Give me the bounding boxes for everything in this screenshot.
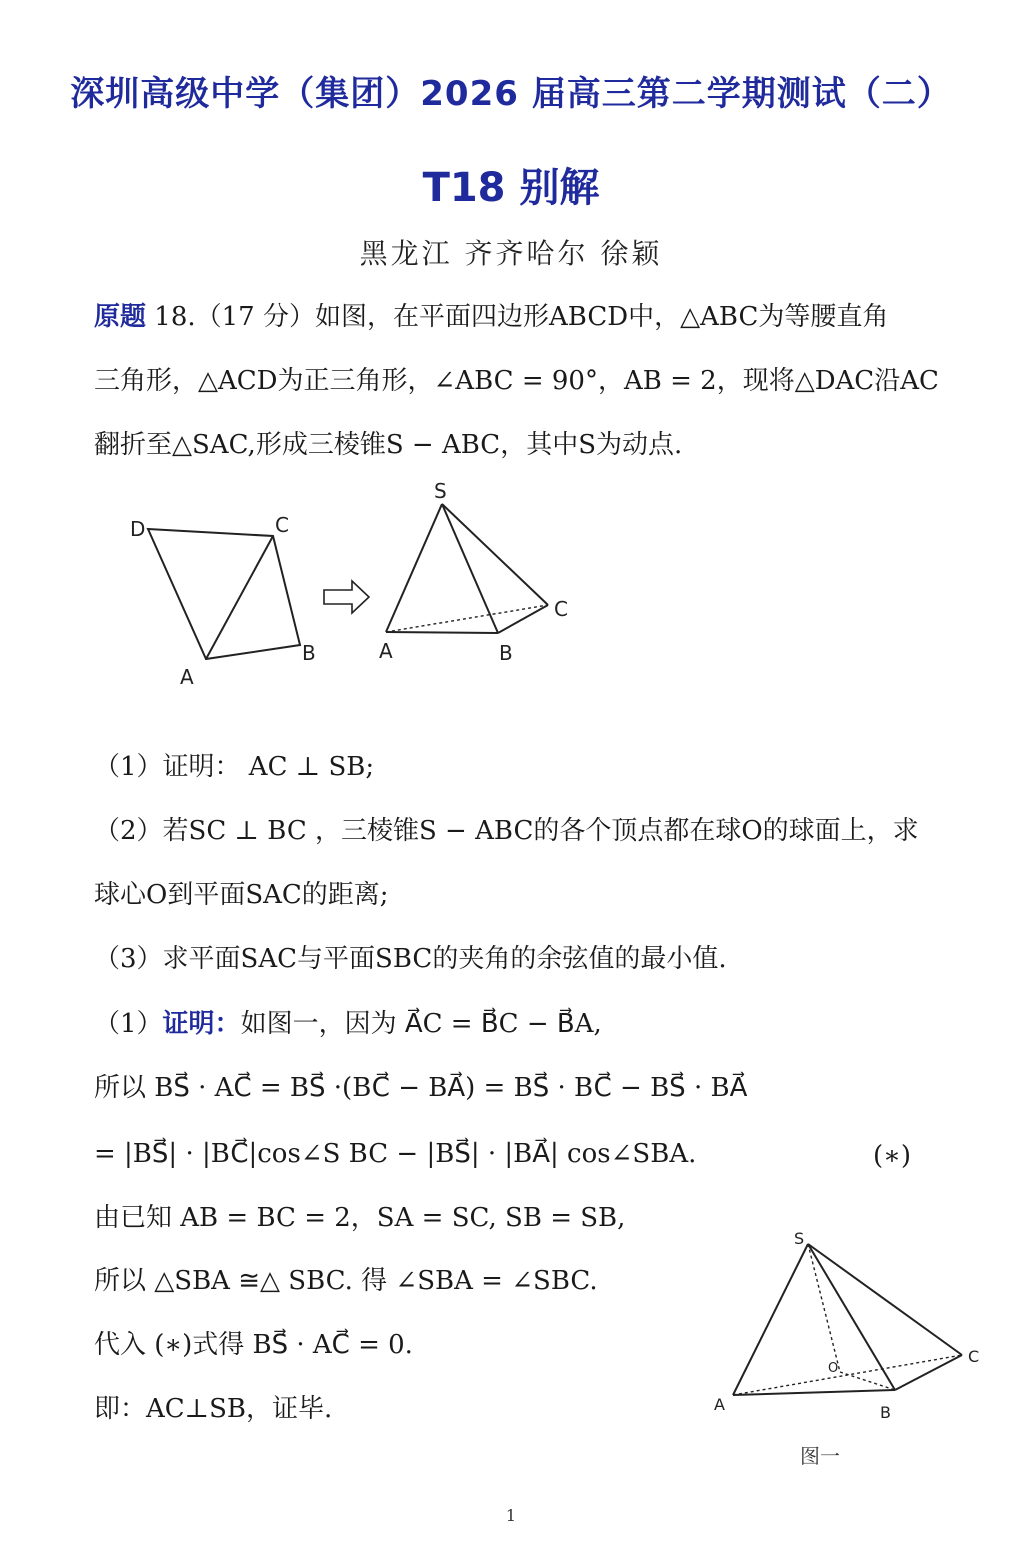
question-3: （3）求平面SAC与平面SBC的夹角的余弦值的最小值. — [94, 944, 727, 974]
label-a: A — [180, 665, 194, 689]
solution-line-4: 由已知 AB = BC = 2，SA = SC, SB = SB, — [94, 1203, 626, 1233]
solution-line-5: 所以 △SBA ≅△ SBC. 得 ∠SBA = ∠SBC. — [94, 1266, 598, 1296]
edge-ab — [386, 632, 498, 633]
figure-caption: 图一 — [800, 1444, 840, 1468]
question-1: （1）证明： AC ⊥ SB; — [94, 752, 375, 782]
pyr-label-s: S — [434, 479, 447, 503]
document-subtitle: T18 别解 — [422, 165, 600, 211]
f2-edge-sa — [733, 1244, 808, 1395]
f2-label-c: C — [968, 1347, 980, 1366]
problem-line-3: 翻折至△SAC,形成三棱锥S − ABC，其中S为动点. — [94, 430, 683, 460]
solution-tag: 证明： — [162, 1009, 241, 1039]
pyr-label-c: C — [554, 597, 568, 621]
figure-pyramid-one — [700, 1220, 1000, 1430]
label-c: C — [275, 513, 289, 537]
problem-text-1: 18.（17 分）如图，在平面四边形ABCD中，△ABC为等腰直角 — [146, 302, 889, 332]
problem-line-2: 三角形，△ACD为正三角形，∠ABC = 90°，AB = 2，现将△DAC沿AC — [94, 366, 939, 396]
f2-edge-sb — [808, 1244, 895, 1390]
solution-line-2: 所以 BS⃗ · AC⃗ = BS⃗ ·(BC⃗ − BA⃗) = BS⃗ · BC⃗ − BS⃗ · BA⃗ — [94, 1073, 748, 1103]
question-2-line-2: 球心O到平面SAC的距离; — [94, 880, 389, 910]
f2-label-a: A — [714, 1395, 725, 1414]
solution-prefix: （1） — [94, 1009, 163, 1039]
edge-sc — [442, 504, 548, 605]
f2-label-s: S — [794, 1229, 805, 1248]
label-d: D — [130, 517, 146, 541]
figure-fold — [0, 470, 1022, 700]
label-b: B — [302, 641, 316, 665]
problem-line-1 — [94, 304, 888, 330]
quad-abcd — [148, 529, 300, 659]
edge-sb — [442, 504, 498, 633]
diag-ac — [206, 536, 273, 659]
edge-sa — [386, 504, 442, 632]
arrow-shape — [324, 581, 369, 613]
pyr-label-a: A — [379, 639, 393, 663]
problem-tag: 原题 — [94, 302, 147, 332]
solution-line-1 — [94, 1011, 602, 1037]
author-line: 黑龙江 齐齐哈尔 徐颖 — [359, 237, 663, 270]
question-2-line-1: （2）若SC ⊥ BC ，三棱锥S − ABC的各个顶点都在球O的球面上，求 — [94, 816, 919, 846]
solution-text-1: 如图一，因为 A⃗C = B⃗C − B⃗A, — [240, 1009, 602, 1039]
document-title: 深圳高级中学（集团）2026 届高三第二学期测试（二） — [70, 74, 952, 114]
page-number: 1 — [505, 1506, 517, 1525]
pyr-label-b: B — [499, 641, 513, 665]
solution-line-6: 代入 (∗)式得 BS⃗ · AC⃗ = 0. — [94, 1330, 413, 1360]
f2-label-b: B — [880, 1403, 891, 1422]
solution-line-7: 即：AC⊥SB，证毕. — [94, 1394, 333, 1424]
equation-marker: (∗) — [873, 1141, 911, 1171]
solution-line-3: = |BS⃗| · |BC⃗|cos∠S BC − |BS⃗| · |BA⃗| cos∠SBA. — [94, 1139, 697, 1169]
f2-label-o: O — [828, 1361, 839, 1376]
